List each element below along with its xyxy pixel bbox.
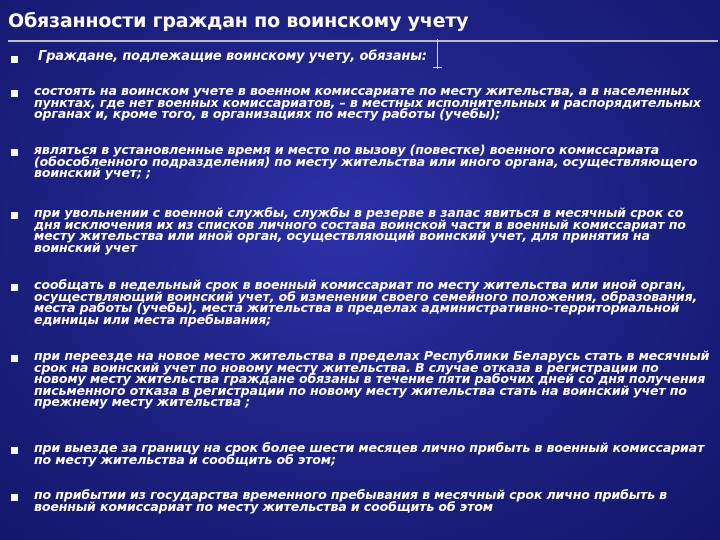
list-item-text: при увольнении с военной службы, службы в резерве в запас явиться в месячный срок со дня исключения их из списков личного состава воинской части в военный комиссариат по месту жительства или иной орган, осуществляющий воинский учет, для принятия на воинский учет (34, 205, 686, 255)
list-item-text: Граждане, подлежащие воинскому учету, обязаны: (38, 49, 427, 64)
bullet-square-icon (11, 284, 18, 291)
list-item-text: являться в установленные время и место по вызову (повестке) военного комиссариата (обособленного подразделения) по месту жительства или иного органа, осуществляющего воинский учет; ; (34, 142, 698, 181)
list-item-text: по прибытии из государства временного пребывания в месячный срок лично прибыть в военный комиссариат по месту жительства и сообщить об этом (34, 487, 667, 514)
bullet-square-icon (11, 447, 18, 454)
title-divider (8, 40, 718, 42)
bullet-square-icon (11, 149, 18, 156)
bullet-square-icon (11, 56, 18, 63)
bullet-square-icon (11, 494, 18, 501)
list-item-text: состоять на воинском учете в военном комиссариате по месту жительства, а в населенных пунктах, где нет военных комиссариатов, – в местных исполнительных и распорядительных органах и, кроме того, в организациях по месту работы (учебы); (34, 83, 701, 122)
bullet-square-icon (11, 355, 18, 362)
list-item-text: сообщать в недельный срок в военный комиссариат по месту жительства или иной орган, осуществляющий воинский учет, об изменении своего семейного положения, образования, места работы (учебы), места жительства в пределах административно-территориальной единицы или места пребывания; (34, 277, 698, 327)
list-item-text: при переезде на новое место жительства в пределах Республики Беларусь стать в месячный срок на воинский учет по новому месту жительства. В случае отказа в регистрации по новому месту жительства граждане обязаны в течение пяти рабочих дней со дня получения письменного отказа в регистрации по новому месту жительства стать на воинский учет по прежнему месту жительства ; (34, 348, 710, 410)
bullet-square-icon (11, 90, 18, 97)
slide-title: Обязанности граждан по воинскому учету (8, 10, 469, 32)
list-item-text: при выезде за границу на срок более шести месяцев лично прибыть в военный комиссариат по месту жительства и сообщить об этом; (34, 440, 705, 467)
bullet-square-icon (11, 212, 18, 219)
